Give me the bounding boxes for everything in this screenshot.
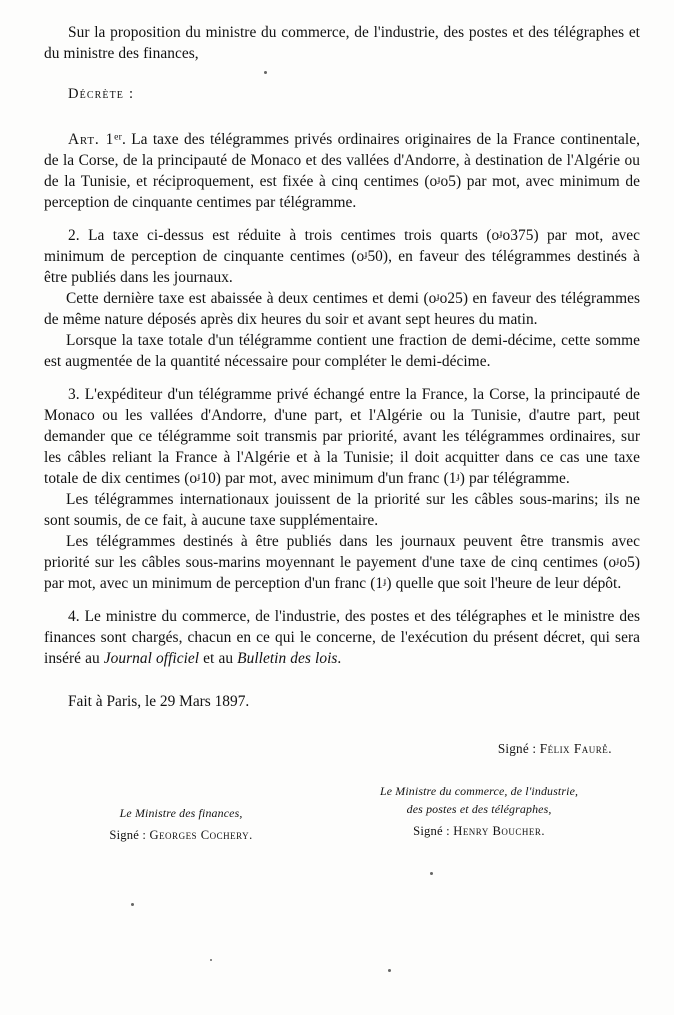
minister-commerce-name: Henry Boucher. xyxy=(453,823,546,838)
minister-commerce-title-line-2: des postes et des télégraphes, xyxy=(406,801,552,816)
preamble-paragraph: Sur la proposition du ministre du commerce, de l'industrie, des postes et des télégraphes et du ministre des finances, xyxy=(44,24,640,63)
signature-prefix: Signé : xyxy=(413,823,454,838)
bulletin-des-lois-title: Bulletin des lois xyxy=(237,650,338,668)
article-4-paragraph xyxy=(44,606,640,669)
scan-speckle xyxy=(430,872,433,875)
signature-prefix: Signé : xyxy=(497,741,540,757)
article-2-subparagraph-1: Cette dernière taxe est abaissée à deux centimes et demi (oᶡo25) en faveur des télégrammes de même nature déposés après dix heures du soir et avant sept heures du matin. xyxy=(44,290,640,329)
article-4-tail-text: . xyxy=(337,650,342,668)
decree-heading xyxy=(44,83,640,105)
article-4-lead-text: Le ministre du commerce, de l'industrie, des postes et des télégraphes et le ministre des finances sont chargés, chacun en ce qui le concerne, de l'exécution du présent décret, qui sera inséré au xyxy=(44,608,640,668)
minister-finances-title: Le Ministre des finances, xyxy=(119,806,243,821)
document-body xyxy=(44,22,640,843)
scan-speckle xyxy=(210,959,212,961)
article-4-middle-text: et au xyxy=(199,650,238,668)
article-1-text: La taxe des télégrammes privés ordinaires originaires de la France continentale, de la Corse, de la principauté de Monaco et des vallées d'Andorre, à destination de l'Algérie ou de la Tunisie, et réciproquement, est fixée à cinq centimes (oᶡo5) par mot, avec minimum de perception de cinquante centimes par télégramme. xyxy=(44,130,640,211)
dateline: Fait à Paris, le 29 Mars 1897. xyxy=(68,693,250,711)
minister-commerce-title-line-1: Le Ministre du commerce, de l'industrie, xyxy=(379,784,579,799)
countersignature-block xyxy=(44,783,640,843)
minister-commerce-signature xyxy=(318,824,640,839)
article-3-label: 3. xyxy=(68,386,80,404)
article-1-paragraph: Art. 1er. La taxe des télégrammes privés ordinaires originaires de la France continentale, de la Corse, de la principauté de Monaco et des vallées d'Andorre, à destination de l'Algérie ou de la Tunisie, et réciproquement, est fixée à cinq centimes (oᶡo5) par mot, avec minimum de perception de cinquante centimes par télégramme. xyxy=(44,130,640,211)
journal-officiel-title: Journal officiel xyxy=(103,650,200,668)
president-signature xyxy=(44,741,640,757)
scan-speckle xyxy=(131,903,134,906)
article-1-ordinal: er xyxy=(114,131,122,143)
signature-name: Félix Faure. xyxy=(539,741,612,757)
article-2-label: 2. xyxy=(68,227,80,244)
article-1-label: Art. 1 xyxy=(68,130,115,148)
article-2-text: La taxe ci-dessus est réduite à trois centimes trois quarts (oᶡo375) par mot, avec minimum de perception de cinquante centimes (oᶡ50), en faveur des télégrammes destinés à être publiés dans les journaux. xyxy=(44,227,640,287)
article-3-paragraph xyxy=(44,384,640,489)
minister-finances-signature xyxy=(44,828,318,843)
article-3-subparagraph-1: Les télégrammes internationaux jouissent de la priorité sur les câbles sous-marins; ils ne sont soumis, de ce fait, à aucune taxe supplémentaire. xyxy=(44,491,640,530)
minister-finances-name: Georges Cochery. xyxy=(149,827,253,842)
article-3-text: L'expéditeur d'un télégramme privé échangé entre la France, la Corse, la principauté de Monaco ou les vallées d'Andorre, d'une part, et l'Algérie ou la Tunisie, d'autre part, peut demander que ce télégramme soit transmis par priorité, avant les télégrammes ordinaires, sur les câbles reliant la France à l'Algérie et à la Tunisie; il doit acquitter dans ce cas une taxe totale de dix centimes (oᶡ10) par mot, avec minimum d'un franc (1ᶡ) par télégramme. xyxy=(44,386,640,488)
signature-prefix: Signé : xyxy=(109,827,150,842)
article-2-paragraph xyxy=(44,225,640,288)
decree-word: Décrète : xyxy=(68,86,135,103)
article-4-label: 4. xyxy=(68,608,80,626)
countersignature-finances xyxy=(44,783,318,843)
countersignature-commerce xyxy=(318,783,640,843)
scan-speckle xyxy=(388,969,391,972)
article-2-subparagraph-2: Lorsque la taxe totale d'un télégramme contient une fraction de demi-décime, cette somme est augmentée de la quantité nécessaire pour compléter le demi-décime. xyxy=(44,332,640,371)
article-3-subparagraph-2: Les télégrammes destinés à être publiés dans les journaux peuvent être transmis avec priorité sur les câbles sous-marins moyennant le payement d'une taxe de cinq centimes (oᶡo5) par mot, avec un minimum de perception d'un franc (1ᶡ) quelle que soit l'heure de leur dépôt. xyxy=(44,533,640,593)
